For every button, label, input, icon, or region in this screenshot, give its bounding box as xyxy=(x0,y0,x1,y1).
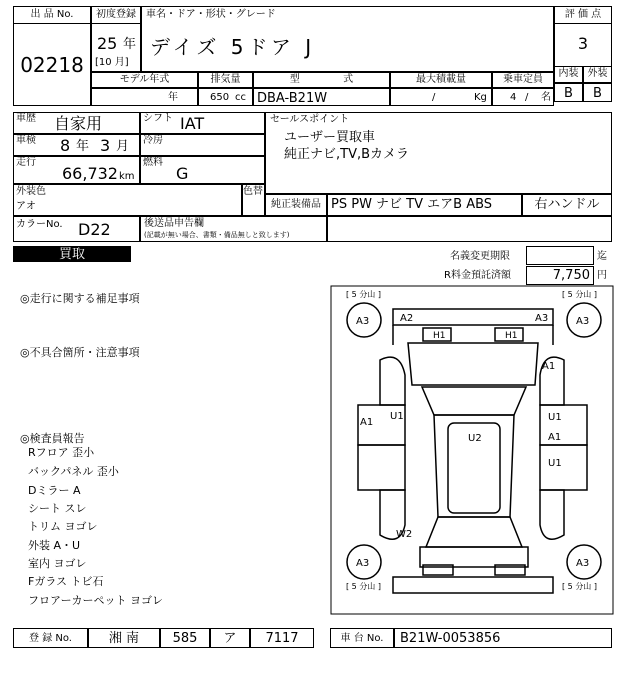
hood xyxy=(408,343,538,385)
inspection-label: 車検 xyxy=(16,135,36,146)
right-rear-fender xyxy=(540,490,564,539)
color-no-label: カラーNo. xyxy=(16,219,63,230)
inspection-year: 8 xyxy=(60,136,71,155)
color-value: アオ xyxy=(16,201,36,212)
inspection-month-unit: 月 xyxy=(116,139,130,154)
load-label: 最大積載量 xyxy=(416,74,466,85)
inspection-month: 3 xyxy=(100,136,111,155)
inspector-item: Fガラス トビ石 xyxy=(28,575,104,588)
driving-notes-label: ◎走行に関する補足事項 xyxy=(20,292,140,305)
score-label: 評 価 点 xyxy=(564,9,602,20)
tire-tread-tl: [ 5 分山 ] xyxy=(346,290,381,299)
inspector-item: Dミラー A xyxy=(28,484,81,497)
tire-tread-br: [ 5 分山 ] xyxy=(562,582,597,591)
color-no-value: D22 xyxy=(78,220,111,239)
left-door-label: U1 xyxy=(390,411,404,422)
mileage-value: 66,732 xyxy=(62,164,118,183)
inspector-label: ◎検査員報告 xyxy=(20,432,85,445)
lot-number: 02218 xyxy=(20,53,84,77)
capacity-value: 4 xyxy=(510,92,517,103)
exterior-grade: B xyxy=(593,86,602,101)
defects-label: ◎不具合箇所・注意事項 xyxy=(20,346,140,359)
inspector-item: 室内 ヨゴレ xyxy=(28,557,87,570)
color-label: 外装色 xyxy=(16,186,46,197)
left-rear-door xyxy=(358,445,405,490)
reg-place: 湘 南 xyxy=(108,631,140,646)
name-change-label: 名義変更期限 xyxy=(450,251,510,262)
headlight-left-label: H1 xyxy=(433,331,446,341)
inspector-item: フロアーカーペット ヨゴレ xyxy=(28,594,163,607)
spec-model-year-cell xyxy=(91,88,198,106)
load-unit: Kg xyxy=(474,92,487,103)
right-side-label-1: U1 xyxy=(548,412,562,423)
displacement-label: 排気量 xyxy=(210,74,241,85)
wheel-front-right-label: A3 xyxy=(576,316,590,327)
right-side-label-3: U1 xyxy=(548,458,562,469)
recycle-label: R料金預託済額 xyxy=(444,270,511,281)
load-value: / xyxy=(432,92,436,103)
shift-value: IAT xyxy=(180,114,205,133)
exterior-label: 外装 xyxy=(587,68,608,79)
fuel-value: G xyxy=(176,164,189,183)
docs-note: (記載が無い場合、書類・備品無しと致します) xyxy=(144,231,290,239)
color-change-label: 色替 xyxy=(243,186,263,197)
model-year-label: モデル年式 xyxy=(119,74,170,85)
mileage-unit: km xyxy=(119,171,135,182)
chassis-number: B21W-0053856 xyxy=(400,631,501,646)
chassis-label: 車 台 No. xyxy=(340,633,384,644)
name-change-unit: 迄 xyxy=(597,251,607,262)
front-bumper xyxy=(393,309,553,325)
wheel-front-left-label: A3 xyxy=(356,316,370,327)
docs-label: 後送品申告欄 xyxy=(144,218,204,229)
reg-year: 25 xyxy=(97,34,118,53)
rear-body xyxy=(420,547,528,567)
inspector-item: シート スレ xyxy=(28,502,87,515)
inspector-item: Rフロア 歪小 xyxy=(28,446,95,459)
reg-label: 初度登録 xyxy=(96,9,136,20)
windshield xyxy=(422,387,526,415)
capacity-sep: / xyxy=(525,92,529,103)
displacement-value: 650 xyxy=(210,92,230,103)
interior-grade: B xyxy=(564,86,573,101)
tire-tread-tr: [ 5 分山 ] xyxy=(562,290,597,299)
car-name: デイズ 5ドア J xyxy=(150,35,316,59)
fuel-label: 燃料 xyxy=(143,157,163,168)
sales-point-2: 純正ナビ,TV,Bカメラ xyxy=(284,147,410,162)
roof-outline xyxy=(434,415,514,517)
steering-value: 右ハンドル xyxy=(534,197,600,212)
shift-label: シフト xyxy=(143,113,173,124)
mileage-label: 走行 xyxy=(16,157,36,168)
type-value: DBA-B21W xyxy=(257,91,328,106)
wheel-rear-right-label: A3 xyxy=(576,558,590,569)
sales-point-1: ユーザー買取車 xyxy=(284,130,376,145)
capacity-label: 乗車定員 xyxy=(503,74,543,85)
right-fender-label: A1 xyxy=(542,361,556,372)
car-condition-diagram xyxy=(330,285,614,615)
capacity-unit: 名 xyxy=(541,92,551,103)
name-change-box xyxy=(526,246,594,265)
reg-class: 585 xyxy=(172,631,198,646)
ac-label: 冷房 xyxy=(143,135,163,146)
tire-tread-bl: [ 5 分山 ] xyxy=(346,582,381,591)
inspection-year-unit: 年 xyxy=(76,139,90,154)
headlight-right-label: H1 xyxy=(505,331,518,341)
score-value: 3 xyxy=(577,34,589,53)
rear-window xyxy=(426,517,522,547)
recycle-unit: 円 xyxy=(597,270,607,281)
interior-label: 内装 xyxy=(558,68,579,79)
recycle-value: 7,750 xyxy=(552,268,590,283)
wheel-rear-left-label: A3 xyxy=(356,558,370,569)
history-value: 自家用 xyxy=(54,114,103,133)
inspector-item: バックパネル 歪小 xyxy=(28,465,119,478)
equipment-value: PS PW ナビ TV エアB ABS xyxy=(331,197,493,212)
color-cell xyxy=(13,184,242,216)
bumper-left-label: A2 xyxy=(400,313,414,324)
reg-number: 7117 xyxy=(265,631,299,646)
reg-kana: ア xyxy=(223,631,237,646)
right-side-label-2: A1 xyxy=(548,432,562,443)
displacement-unit: cc xyxy=(235,92,246,103)
left-front-fender xyxy=(380,357,405,405)
inspector-item: 外装 A・U xyxy=(28,539,81,552)
rear-bumper xyxy=(393,577,553,593)
inspector-item: トリム ヨゴレ xyxy=(28,520,98,533)
reg-year-unit: 年 xyxy=(123,37,137,52)
sales-point-label: セールスポイント xyxy=(270,114,350,125)
roof-label: U2 xyxy=(468,433,482,444)
lot-label: 出 品 No. xyxy=(30,9,74,20)
model-year-value: 年 xyxy=(168,92,178,103)
bumper-right-label: A3 xyxy=(535,313,549,324)
reg-no-label: 登 録 No. xyxy=(29,633,72,644)
reg-month: [10 月] xyxy=(95,57,129,68)
left-side-label: A1 xyxy=(360,417,374,428)
docs-extra-cell xyxy=(327,216,612,242)
type-label: 型 式 xyxy=(289,74,354,85)
car-name-label: 車名・ドア・形状・グレード xyxy=(146,9,276,20)
purchase-badge-label: 買取 xyxy=(58,247,85,262)
history-label: 車歴 xyxy=(16,113,36,124)
rear-left-label: W2 xyxy=(396,529,413,540)
equipment-label: 純正装備品 xyxy=(271,199,321,210)
